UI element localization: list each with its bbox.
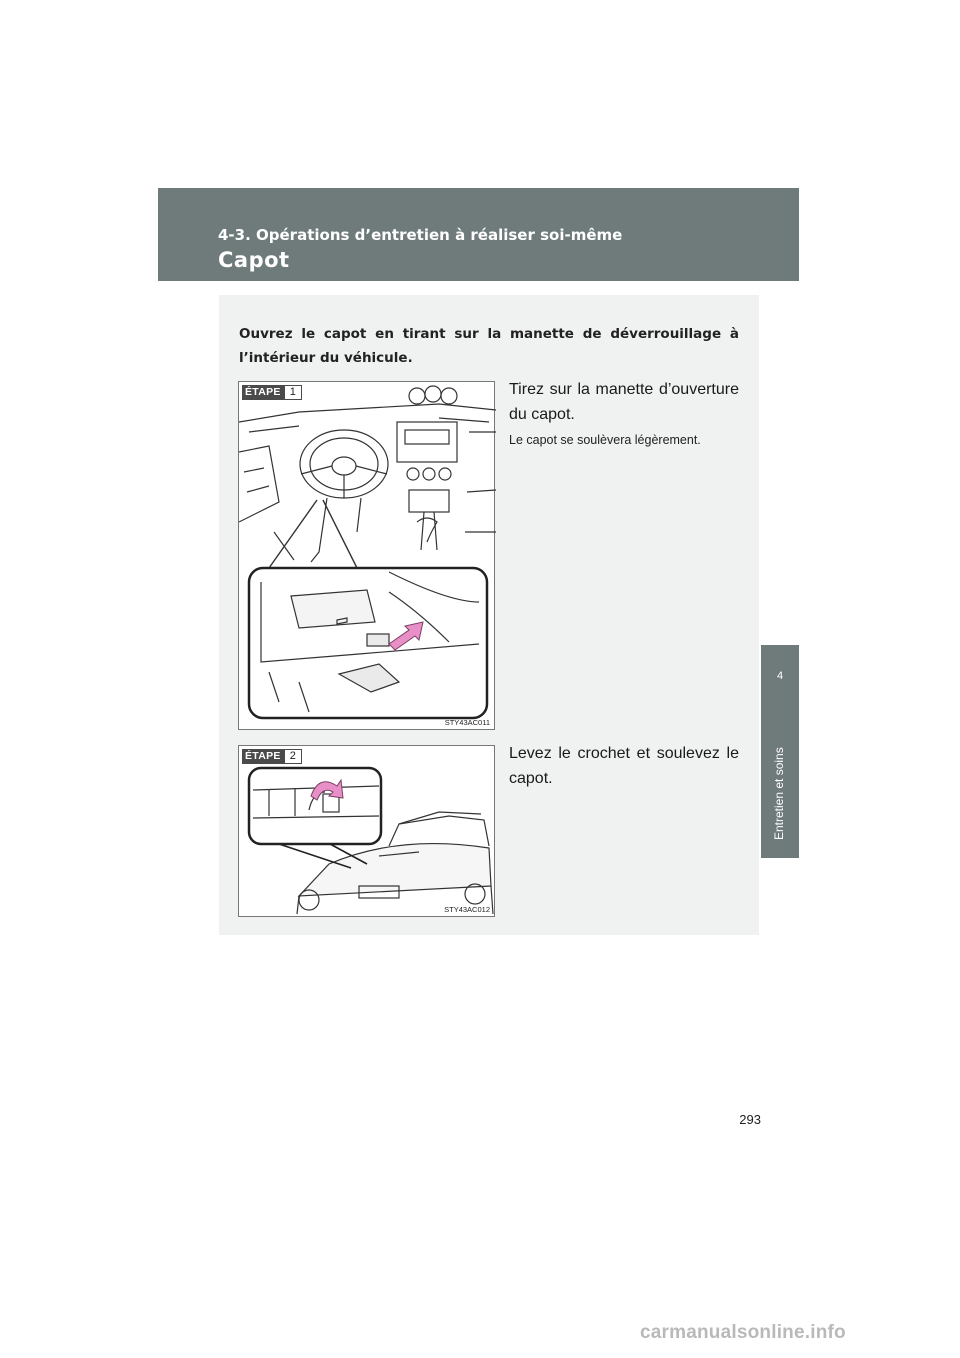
step-2-badge-number: 2: [284, 749, 302, 764]
page-title: Capot: [218, 248, 290, 272]
section-label: 4-3. Opérations d’entretien à réaliser soi-même: [218, 226, 623, 244]
chapter-label: Entretien et soins: [772, 747, 786, 840]
step-1-note: Le capot se soulèvera légèrement.: [509, 433, 701, 447]
figure-2-code: STY43AC012: [444, 905, 490, 914]
step-1-badge-number: 1: [284, 385, 302, 400]
dashboard-illustration: [239, 382, 496, 731]
step-1-badge-word: ÉTAPE: [242, 385, 284, 400]
step-1-badge: [242, 385, 302, 400]
figure-1-code: STY43AC011: [444, 718, 490, 727]
step-2-badge: [242, 749, 302, 764]
chapter-number: 4: [776, 670, 784, 682]
content-panel: [219, 295, 759, 935]
watermark: carmanualsonline.info: [640, 1322, 846, 1343]
page-number: 293: [739, 1112, 761, 1127]
step-2-badge-word: ÉTAPE: [242, 749, 284, 764]
chapter-side-tab[interactable]: [761, 645, 799, 858]
header-band: [158, 188, 799, 281]
hood-illustration: [239, 746, 496, 918]
intro-text: Ouvrez le capot en tirant sur la manette de déverrouillage à l’intérieur du véhicule.: [239, 326, 739, 366]
figure-step-1: [238, 381, 495, 730]
step-1-text: Tirez sur la manette d’ouverture du capot.: [509, 381, 739, 423]
step-2-text: Levez le crochet et soulevez le capot.: [509, 745, 739, 787]
figure-step-2: [238, 745, 495, 917]
